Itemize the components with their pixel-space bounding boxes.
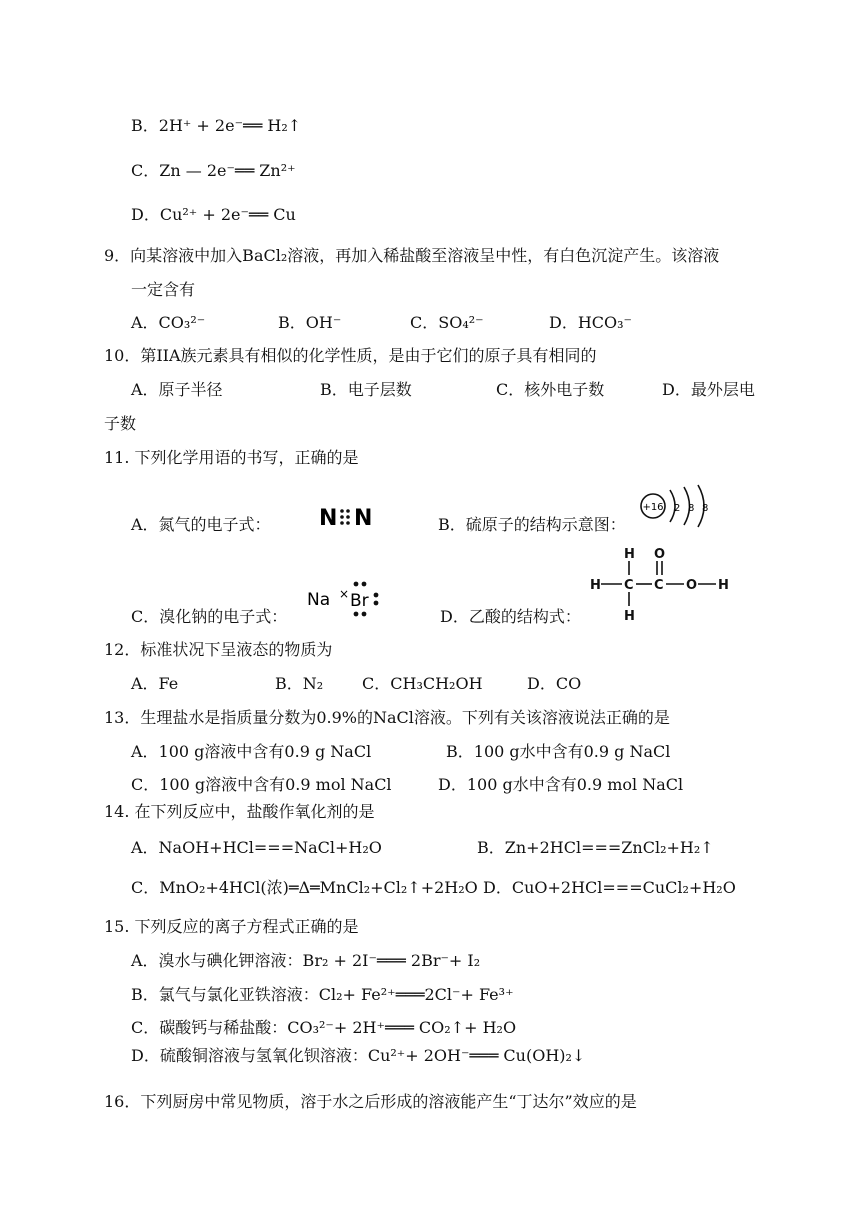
q9-stem-cont: 一定含有	[131, 280, 196, 299]
sulfur-shell-2: 8	[688, 503, 695, 514]
q9-option-c: C．SO₄²⁻	[410, 313, 484, 332]
svg-text:O: O	[654, 547, 666, 562]
sulfur-nucleus-label: +16	[642, 502, 664, 513]
svg-text:C: C	[654, 578, 664, 593]
q12-option-a: A．Fe	[131, 674, 179, 693]
q15-option-d: D．硫酸铜溶液与氢氧化钡溶液：Cu²⁺+ 2OH⁻═══ Cu(OH)₂↓	[131, 1046, 586, 1065]
q11-option-a: A．氮气的电子式：	[131, 515, 271, 534]
q10-option-b: B．电子层数	[320, 380, 412, 399]
q9-stem: 9．向某溶液中加入BaCl₂溶液，再加入稀盐酸至溶液呈中性，有白色沉淀产生。该溶液	[104, 246, 720, 265]
q11-option-c: C．溴化钠的电子式：	[131, 607, 288, 626]
svg-text:O: O	[686, 578, 698, 593]
q11-option-b: B．硫原子的结构示意图：	[438, 515, 626, 534]
q12-option-d: D．CO	[527, 674, 582, 693]
q10-option-a: A．原子半径	[131, 380, 223, 399]
q14-stem: 14. 在下列反应中，盐酸作氧化剂的是	[104, 802, 375, 821]
svg-text:H: H	[624, 609, 635, 624]
q12-option-c: C．CH₃CH₂OH	[362, 674, 483, 693]
svg-text:N: N	[319, 506, 338, 531]
nabr-electron-formula	[304, 578, 390, 620]
svg-text:H: H	[590, 578, 601, 593]
q15-option-c: C．碳酸钙与稀盐酸：CO₃²⁻+ 2H⁺═══ CO₂↑+ H₂O	[131, 1018, 517, 1037]
q9-option-a: A．CO₃²⁻	[131, 313, 206, 332]
q10-option-d: D．最外层电	[662, 380, 755, 399]
svg-text:H: H	[718, 578, 729, 593]
q13-option-d: D．100 g水中含有0.9 mol NaCl	[438, 775, 684, 794]
sulfur-atom-diagram	[636, 482, 720, 530]
n2-electron-formula	[318, 502, 378, 532]
svg-text:H: H	[624, 547, 635, 562]
acetic-acid-structure	[586, 544, 736, 624]
na-symbol: Na	[307, 590, 331, 610]
q15-option-a: A．溴水与碘化钾溶液：Br₂ + 2I⁻═══ 2Br⁻+ I₂	[131, 951, 481, 970]
q13-option-c: C．100 g溶液中含有0.9 mol NaCl	[131, 775, 392, 794]
q10-option-d-cont: 子数	[104, 414, 137, 433]
q8-option-b: B．2H⁺ + 2e⁻══ H₂↑	[131, 116, 302, 135]
sulfur-shell-1: 2	[674, 503, 681, 514]
q11-stem: 11. 下列化学用语的书写，正确的是	[104, 448, 359, 467]
q14-option-c: C．MnO₂+4HCl(浓)═Δ═MnCl₂+Cl₂↑+2H₂O	[131, 878, 478, 897]
sulfur-shell-3: 8	[702, 503, 709, 514]
q12-stem: 12．标准状况下呈液态的物质为	[104, 640, 333, 659]
q8-option-c: C．Zn — 2e⁻══ Zn²⁺	[131, 161, 296, 180]
q14-option-a: A．NaOH+HCl===NaCl+H₂O	[131, 838, 382, 857]
br-symbol: Br	[350, 591, 369, 611]
svg-text:N: N	[354, 506, 373, 531]
q16-stem: 16．下列厨房中常见物质，溶于水之后形成的溶液能产生“丁达尔”效应的是	[104, 1092, 637, 1111]
q13-option-b: B．100 g水中含有0.9 g NaCl	[446, 742, 671, 761]
q14-option-d: D．CuO+2HCl===CuCl₂+H₂O	[483, 878, 736, 897]
q12-option-b: B．N₂	[275, 674, 324, 693]
q15-option-b: B．氯气与氯化亚铁溶液：Cl₂+ Fe²⁺═══2Cl⁻+ Fe³⁺	[131, 985, 514, 1004]
svg-text:C: C	[624, 578, 634, 593]
cross-electron: ×	[339, 587, 350, 601]
q11-option-d: D．乙酸的结构式：	[440, 607, 581, 626]
q13-option-a: A．100 g溶液中含有0.9 g NaCl	[131, 742, 372, 761]
q10-stem: 10．第IIA族元素具有相似的化学性质，是由于它们的原子具有相同的	[104, 346, 597, 365]
q10-option-c: C．核外电子数	[496, 380, 605, 399]
q9-option-b: B．OH⁻	[278, 313, 342, 332]
q15-stem: 15. 下列反应的离子方程式正确的是	[104, 917, 359, 936]
q9-option-d: D．HCO₃⁻	[549, 313, 633, 332]
q14-option-b: B．Zn+2HCl===ZnCl₂+H₂↑	[477, 838, 714, 857]
q8-option-d: D．Cu²⁺ + 2e⁻══ Cu	[131, 205, 296, 224]
q13-stem: 13．生理盐水是指质量分数为0.9%的NaCl溶液。下列有关该溶液说法正确的是	[104, 708, 670, 727]
